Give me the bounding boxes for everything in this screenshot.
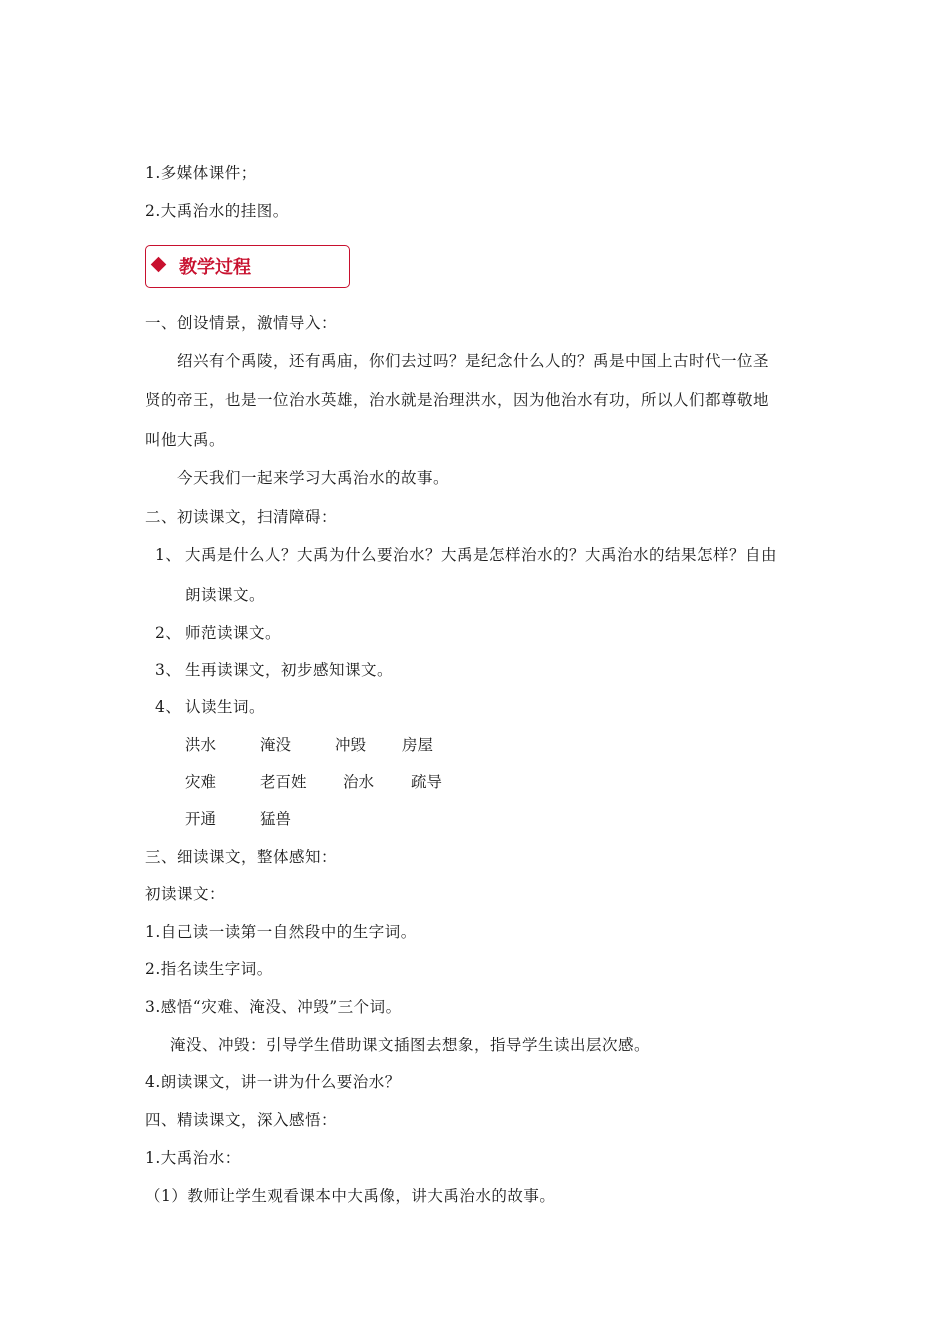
vocab-word: 疏导 bbox=[411, 773, 443, 791]
section-4-title: 四、精读课文，深入感悟： bbox=[145, 1111, 338, 1129]
section-2-item-1-number: 1、 bbox=[155, 546, 182, 564]
section-heading-title: 教学过程 bbox=[179, 257, 251, 278]
section-1-title: 一、创设情景，激情导入： bbox=[145, 314, 338, 332]
section-3-item-4: 4.朗读课文，讲一讲为什么要治水？ bbox=[145, 1073, 401, 1091]
vocab-word: 冲毁 bbox=[335, 736, 367, 754]
section-3-item-3: 3.感悟“灾难、淹没、冲毁”三个词。 bbox=[145, 998, 402, 1016]
section-1-para-1-line-2: 贤的帝王，也是一位治水英雄，治水就是治理洪水，因为他治水有功，所以人们都尊敬地 bbox=[145, 391, 770, 409]
section-2-item-2-text: 师范读课文。 bbox=[185, 624, 282, 642]
section-2-title: 二、初读课文，扫清障碍： bbox=[145, 508, 338, 526]
vocab-word: 洪水 bbox=[185, 736, 217, 754]
section-1-para-2: 今天我们一起来学习大禹治水的故事。 bbox=[177, 469, 450, 487]
section-2-item-1-line-2: 朗读课文。 bbox=[185, 586, 266, 604]
section-2-item-3-number: 3、 bbox=[155, 661, 182, 679]
section-3-subtitle: 初读课文： bbox=[145, 885, 226, 903]
material-item-1: 1.多媒体课件； bbox=[145, 164, 257, 182]
vocab-word: 开通 bbox=[185, 810, 217, 828]
section-3-title: 三、细读课文，整体感知： bbox=[145, 848, 338, 866]
vocab-word: 治水 bbox=[343, 773, 375, 791]
material-item-2: 2.大禹治水的挂图。 bbox=[145, 202, 289, 220]
section-2-item-3-text: 生再读课文，初步感知课文。 bbox=[185, 661, 394, 679]
section-1-para-1-line-1: 绍兴有个禹陵，还有禹庙，你们去过吗？是纪念什么人的？禹是中国上古时代一位圣 bbox=[177, 352, 770, 370]
vocab-word: 房屋 bbox=[402, 736, 434, 754]
section-2-item-4-text: 认读生词。 bbox=[185, 698, 266, 716]
vocab-word: 老百姓 bbox=[260, 773, 307, 791]
section-1-para-1-line-3: 叫他大禹。 bbox=[145, 431, 226, 449]
section-3-item-1: 1.自己读一读第一自然段中的生字词。 bbox=[145, 923, 417, 941]
section-2-item-4-number: 4、 bbox=[155, 698, 182, 716]
vocab-word: 猛兽 bbox=[260, 810, 292, 828]
section-4-item-1: 1.大禹治水： bbox=[145, 1149, 241, 1167]
vocab-word: 淹没 bbox=[260, 736, 292, 754]
vocab-word: 灾难 bbox=[185, 773, 217, 791]
section-3-note: 淹没、冲毁：引导学生借助课文插图去想象，指导学生读出层次感。 bbox=[170, 1036, 651, 1054]
section-2-item-1-line-1: 大禹是什么人？大禹为什么要治水？大禹是怎样治水的？大禹治水的结果怎样？自由 bbox=[185, 546, 778, 564]
section-2-item-2-number: 2、 bbox=[155, 624, 182, 642]
section-3-item-2: 2.指名读生字词。 bbox=[145, 960, 273, 978]
section-4-sub-item-1: （1）教师让学生观看课本中大禹像，讲大禹治水的故事。 bbox=[145, 1187, 556, 1205]
